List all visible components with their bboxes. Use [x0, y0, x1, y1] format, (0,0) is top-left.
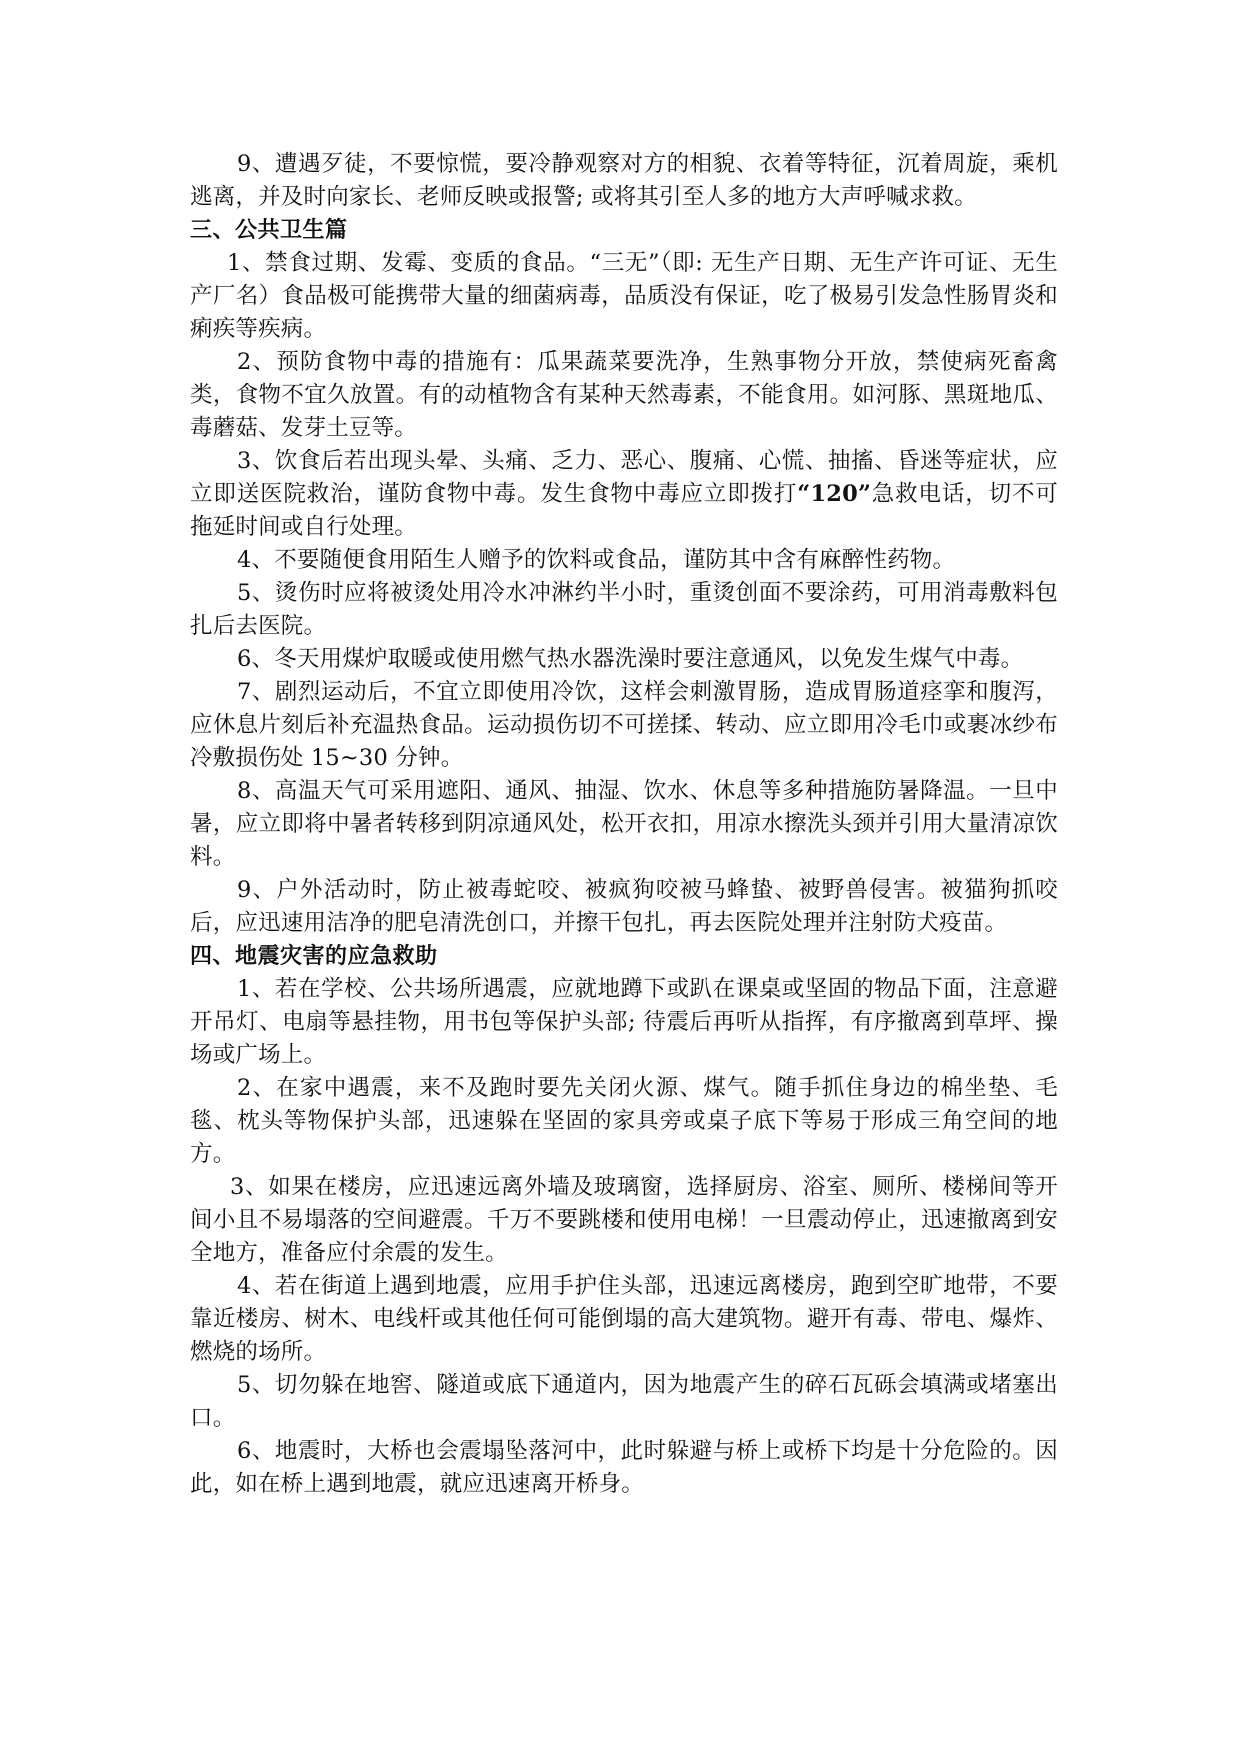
- paragraph-s3-item-1: 1、禁食过期、发霉、变质的食品。“三无”（即: 无生产日期、无生产许可证、无生产厂名）食品极可能携带大量的细菌病毒，品质没有保证，吃了极易引发急性肠胃炎和痢疾等疾病。: [190, 250, 1058, 342]
- section-heading-earthquake: 四、地震灾害的应急救助: [190, 944, 438, 969]
- paragraph-s3-item-4: 4、不要随便食用陌生人赠予的饮料或食品，谨防其中含有麻醉性药物。: [237, 547, 956, 573]
- emergency-number-120: “120”: [797, 481, 872, 507]
- paragraph-s4-item-6: 6、地震时，大桥也会震塌坠落河中，此时躲避与桥上或桥下均是十分危险的。因此，如在桥上遇到地震，就应迅速离开桥身。: [190, 1438, 1058, 1497]
- paragraph-s2-item-9: 9、遭遇歹徒，不要惊慌，要冷静观察对方的相貌、衣着等特征，沉着周旋，乘机逃离，并及时向家长、老师反映或报警; 或将其引至人多的地方大声呼喊求救。: [190, 151, 1058, 210]
- s3-item-3-text-before: 3、饮食后若出现头晕、头痛、乏力、恶心、腹痛、心慌、抽搐、昏迷等症状，应立即送医院救治，谨防食物中毒。发生食物中毒应立即拨打: [190, 448, 1058, 507]
- paragraph-s3-item-8: 8、高温天气可采用遮阳、通风、抽湿、饮水、休息等多种措施防暑降温。一旦中暑，应立即将中暑者转移到阴凉通风处，松开衣扣，用凉水擦洗头颈并引用大量清凉饮料。: [190, 778, 1058, 870]
- paragraph-s4-item-4: 4、若在街道上遇到地震，应用手护住头部，迅速远离楼房，跑到空旷地带，不要靠近楼房、树木、电线杆或其他任何可能倒塌的高大建筑物。避开有毒、带电、爆炸、燃烧的场所。: [190, 1273, 1058, 1365]
- section-heading-public-health: 三、公共卫生篇: [190, 218, 348, 243]
- document-page: [190, 148, 1058, 1501]
- paragraph-s3-item-9: 9、户外活动时，防止被毒蛇咬、被疯狗咬被马蜂蛰、被野兽侵害。被猫狗抓咬后，应迅速用洁净的肥皂清洗创口，并擦干包扎，再去医院处理并注射防犬疫苗。: [190, 877, 1058, 936]
- paragraph-s4-item-5: 5、切勿躲在地窖、隧道或底下通道内，因为地震产生的碎石瓦砾会填满或堵塞出口。: [190, 1372, 1058, 1431]
- paragraph-s3-item-5: 5、烫伤时应将被烫处用冷水冲淋约半小时，重烫创面不要涂药，可用消毒敷料包扎后去医院。: [190, 580, 1058, 639]
- paragraph-s3-item-2: 2、预防食物中毒的措施有：瓜果蔬菜要洗净，生熟事物分开放，禁使病死畜禽类，食物不宜久放置。有的动植物含有某种天然毒素，不能食用。如河豚、黑斑地瓜、毒蘑菇、发芽土豆等。: [190, 349, 1058, 441]
- paragraph-s3-item-6: 6、冬天用煤炉取暖或使用燃气热水器洗澡时要注意通风，以免发生煤气中毒。: [237, 646, 1024, 672]
- paragraph-s4-item-2: 2、在家中遇震，来不及跑时要先关闭火源、煤气。随手抓住身边的棉坐垫、毛毯、枕头等物保护头部，迅速躲在坚固的家具旁或桌子底下等易于形成三角空间的地方。: [190, 1075, 1058, 1167]
- paragraph-s3-item-7: 7、剧烈运动后，不宜立即使用冷饮，这样会刺激胃肠，造成胃肠道痉挛和腹泻，应休息片刻后补充温热食品。运动损伤切不可搓揉、转动、应立即用冷毛巾或裹冰纱布冷敷损伤处 15~30 分钟。: [190, 679, 1058, 771]
- s3-item-3-text-after: 急救电话，切不可拖延时间或自行处理。: [190, 481, 1058, 540]
- paragraph-s4-item-1: 1、若在学校、公共场所遇震，应就地蹲下或趴在课桌或坚固的物品下面，注意避开吊灯、电扇等悬挂物，用书包等保护头部; 待震后再听从指挥，有序撤离到草坪、操场或广场上。: [190, 976, 1058, 1068]
- paragraph-s3-item-3: [190, 445, 1058, 544]
- paragraph-s4-item-3: 3、如果在楼房，应迅速远离外墙及玻璃窗，选择厨房、浴室、厕所、楼梯间等开间小且不易塌落的空间避震。千万不要跳楼和使用电梯！一旦震动停止，迅速撤离到安全地方，准备应付余震的发生。: [190, 1174, 1058, 1266]
